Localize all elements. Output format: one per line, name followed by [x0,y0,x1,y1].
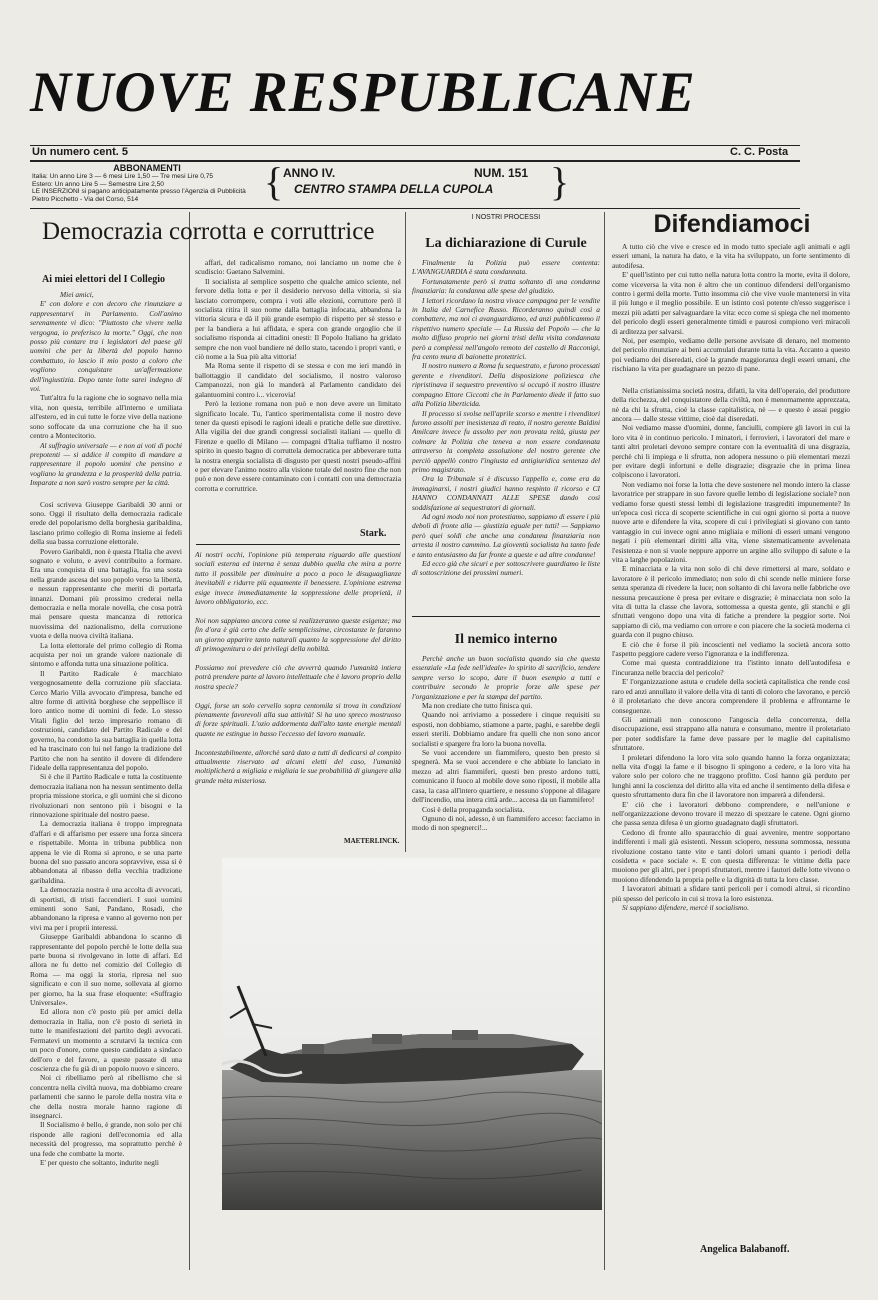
issue-number: NUM. 151 [474,166,529,180]
paragraph: Giuseppe Garibaldi abbandona lo scanno di rappresentante del popolo perchè le lotte della sua parte buona si rivolgevano in lotte di affari. Ed allora ne fu detto nel comizio del Collegio di Roma — ma oggi la storia, ripresa nel suo significato e con il suo nome, sollevata al giorno per giorno, ha la sua frase eloquente: «Suffragio Universale». [30,932,182,1008]
issue-year: ANNO IV. [283,166,336,180]
paragraph: Come mai questa contraddizione tra l'istinto innato dell'autodifesa e l'incuranza nelle braccia del pericolo? [612,658,850,677]
header-rule-bottom [30,208,800,209]
paragraph: Noi vediamo masse d'uomini, donne, fanciulli, compiere gli lavori in cui la loro vita è in continuo pericolo. I minatori, i ferrovieri, i lavoratori del mare e tanti altri proletari devono sempre contare con la eventualità di una disgrazia, perchè chi li impiega e li sfrutta, non adopera nessuno o più elementari mezzi per evitare degli infortuni e delle disgrazie; disgrazie che in prima linea colpiscono i lavoratori. [612,423,850,480]
article-title-nemico: Il nemico interno [454,632,558,647]
paragraph: Ed ecco già che sicuri e per sottoscrivere guardiamo le liste di sottoscrizione dei prossimi numeri. [412,559,600,578]
masthead-title: NUOVE RESPUBLICANE [30,61,696,124]
right-column-text [612,242,850,1242]
column-divider-2 [405,212,406,852]
paragraph: affari, del radicalismo romano, noi lanciamo un nome che è scudiscio: Gaetano Salvemini. [195,258,401,277]
section-kicker: I NOSTRI PROCESSI [471,214,541,221]
paragraph: Povero Garibaldi, non è questa l'Italia che avevi sognato e voluto, e avevi contribuito a formare. Era una conquista di una battaglia, fra una sosta nella grande ascesa del suo popolo verso la libertà, e nessun rappresentante che meriti di portarla innanzi. Domani più prossimo crederai nella democrazia e nella morale novella, che cosa potrà mai pensare questa mancanza di rettorica nuovissima del nazionalismo, della corruzione vuota e della nuova civiltà italiana. [30,546,182,641]
paragraph: Non vediamo noi forse la lotta che deve sostenere nel mondo intero la classe lavoratrice per strappare in suo favore quelle lembo di legislazione sociale? non vediamo forse questi stessi lembi di legislazione trasgrediti impunemente? In un'epoca così ricca di scoperte scientifiche in cui ogni giorno si porta a nuove nuove arte e difendere la vita, scopere di cui i privilegiati si giovano con tanto vantaggio in cui invece ogni anno migliaia e milioni di esseri umani vengono negati i più elementari diritti alla vita, viene sistematicamente avvelenata l'esistenza e non si vuole neppure apporre un argine allo sviluppo di salute e la vita a larghe popolazioni. [612,479,850,564]
postal-label: C. C. Posta [730,146,789,158]
paragraph: E' ciò che i lavoratori debbono comprendere, e nell'unione e nell'organizzazione devono trovare il mezzo di spezzare le catene. Ogni giorno che passa senza difesa è un giorno guadagnato dagli sfruttatori. [612,799,850,828]
paragraph: E' con dolore e con decoro che rinunziare a rappresentarvi in Parlamento. Coll'animo serenamente vi dico: "Piuttosto che vivere nella vergogna, io preferisco la morte." Oggi, che non posso più contare tra i legislatori del paese gli uomini che per la libertà del popolo hanno combattuto, io lascio il mio posto a coloro che vogliono conquistare un'affermazione dell'ingiustizia. Dopo tante lotte sarei indegno di voi. [30,299,182,394]
paragraph: E' per questo che soltanto, indurite negli [40,1157,159,1167]
paragraph: Ed allora non c'è posto più per amici della democrazia in Italia, non c'è posto di serietà in tutte le manifestazioni del partito degli avvocati. Fermatevi un momento a scrutarvi la tecnica con un poco d'onore, come questo candidato a sindaco dell'oro e del favore, a queste passate di una coscienza che fu già di un popolo nuovo e sincero. [30,1007,182,1073]
paragraph: Il Socialismo è bello, è grande, non solo per chi risponde alle ragioni dell'economia ed alla necessità del progresso, ma soprattutto perchè è una fede che combatte la morte. [30,1120,182,1158]
paragraph: Nella cristianissima società nostra, difatti, la vita dell'operaio, del produttore della ricchezza, del conquistatore della civiltà, non è menomamente apprezzata, nè da chi la sfrutta, cioè la classe capitalistica, nè — e questo è assai peggio ancora — dalle stesse vittime, cioè dai diseredati. [612,385,850,423]
nemico-text [412,654,600,850]
sinking-ship-photo [222,858,602,1210]
ship-illustration [222,858,602,1210]
closing-line: Si sappiano difendere, mercè il socialismo. [622,903,749,913]
paragraph: Il processo si svolse nell'aprile scorso e mentre i rivenditori furono assolti per inesistenza di reato, il nostro gerente Baldini Amilcare invece fu assolto per non provata reità, giusta per colmare la Polizia che teneva a non essere condannata attraverso la completa assoluzione del nostro gerente che perciò appellò contro l'ingiusta ed antigiuridica sentenza del primo magistrato. [412,408,600,474]
paragraph: Perchè anche un buon socialista quando sia che questa essenziale «La fede nell'ideale» lo spirito di sacrificio, tendere sempre verso lo scopo, dare il buon esempio a tutti e contribuire secondo le proprie forze alle spese per l'organizzazione e per la stampa del partito. [412,654,600,701]
paragraph: E minacciata e la vita non solo di chi deve rimettersi al mare, soldato e lavoratore è il pericolo immediato; non solo di chi scende nelle miniere forse senza speranza di rivedere la luce; non soltanto di chi lavora nelle fabbriche ove nessuna precauzione è presa per evitare e disgrazie; è minacciata non solo la vita di tutta la classe che lavora, sottomessa a questa gente, gli stanchi e gli sfruttati vengono dopo una vita di fatiche a prendere la peggior sorte. Noi sappiamo di ciò, ma vediamo con orrore e con piacere che la società moderna ci guarda con il pugno chiuso. [612,564,850,640]
header-rule-top [30,145,800,146]
paragraph: Ognuno di noi, adesso, è un fiammifero acceso: facciamo in modo di non spegnerci!... [412,813,600,833]
signature-stark: Stark. [360,528,387,539]
paragraph: La lotta elettorale del primo collegio di Roma acquista per noi un grande valore nazionale di sintomo e affonda tutta una situazione politica. [30,640,182,669]
paragraph: Cedono di fronte allo spauracchio di guai avvenire, mentre sopportano indifferenti i mali già esistenti. Nessun sciopero, nessuna sommossa, nessuna rivoluzione costano tante vite e tanti dolori umani quanto i periodi della cosidetta « pace sociale ». E con questa differenza: le vittime della pace muoiono per gli altri, per i propri sfruttatori, mentre i fautori delle lotte vivono o muoiono difendendo la propria pelle e la dignità di tutta la loro classe. [612,827,850,884]
paragraph: Però la lezione romana non può e non deve avere un limitato significato locale. Tu, l'antico sperimentalista come il nostro deve tener da questi episodi le ragioni ideali e pratiche delle sue direttive. Alla vigilia dei due grandi congressi socialisti italiani — quello di Firenze e quello di Milano — compagni d'Italia tuffiamo il nostro spirito in questo bagno di corruttela democratica per abbeverare tutta la nostra energia socialista di disgusto per questi nostri pseudo-affini e per elevare l'animo nostro alla visione totale del nostro fine che non può e non deve essere contaminato con i contatti con una democrazia corrotta e corruttrice. [195,399,401,493]
paragraph: La democrazia italiana è troppo impregnata d'affari e di affarismo per essere una forza sincera e rispettabile. Monta in tribuna pubblica non appena le vie di Roma si aprono, e se una parte buona del suo passato ancora sopravvive, essa si è abbandonata al ribasso della vecchia tradizione garibaldina. [30,819,182,885]
maeterlinck-quote: Ai nostri occhi, l'opinione più temperata riguardo alle questioni sociali esterna ed interna è senza dubbio quella che mira a porre tutto il possibile per diminuire a poco a poco le disuguaglianze inevitabili e ridurre più equamente il benessere. L'opinione estrema esige invece immediatamente la soppressione delle proprietà, il lavoro obbligatorio, ecc. Noi non sappiamo ancora come si realizzeranno queste esigenze; ma fin d'ora è già certo che delle semplicissime, circostanze le faranno un giorno apparire tanto naturali quanto la soppressione del diritto di primogenitura o dei privilegi della nobiltà. Possiamo noi prevedere ciò che avverrà quando l'umanità intiera potrà prendere parte al lavoro intellettuale che è lavoro proprio della nostra specie? Oggi, forse un solo cervello sopra centomila si trova in condizioni pienamente favorevoli alla sua attività! Si ha uno spreco mostruoso di forze spirituali. L'ozio addormenta dall'alto tante energie mentali quante ne estingue in basso l'eccesso del lavoro manuale. Incontestabilmente, allorchè sarà dato a tutti di dedicarsi al compito attualmente riservato ad alcuni eletti del caso, l'umanità moltiplicherà a migliaia e migliaia le sue probabilità di giungere alla grande mèta misteriosa. [195,550,401,785]
press-center: CENTRO STAMPA DELLA CUPOLA [294,182,494,196]
subscription-box [32,163,262,203]
paragraph: Fortunatamente però si tratta soltanto di una condanna finanziaria: la condanna alle spese del giudizio. [412,276,600,296]
paragraph: La democrazia nostra è una accolta di avvocati, di sportisti, di tristi faccendieri. I suoi uomini eminenti sono Sani, Pandano, Rosadi, che abbandonano la ripresa e vanno al governo non per vivi ma per i proprii interessi. [30,885,182,932]
subscription-rates: Italia: Un anno Lire 3 — 6 mesi Lire 1,50 — Tre mesi Lire 0,75 [32,173,214,180]
paragraph: Così scriveva Giuseppe Garibaldi 30 anni or sono. Oggi il risultato della democrazia radicale erede del popolarismo della borghesia garibaldina, lasciano primo collegio di Roma insieme ai fedeli della sua bassa corruzione elettorale. [30,499,182,547]
subscription-foreign-rates: Estero: Un anno Lire 5 — Semestre Lire 2,50 [32,180,164,188]
paragraph: Tutt'altra fu la ragione che io sognavo nella mia vita, non questa, terribile all'interno e umiliata all'estero, ed in cui tutte le forze vive della nazione sono soffocate da una corruzione che ha il suo centro a Montecitorio. [30,393,182,441]
middle-column-text [195,258,401,530]
paragraph: E' l'organizzazione astuta e crudele della società capitalistica che rende così raro ed anzi annullato il valore della vita di tanti di coloro che lavorano, e perciò è il proletariato che deve ancora comprendere il problema e affrontarne le conseguenze. [612,677,850,715]
paragraph: Noi ci ribelliamo però al ribellismo che si concentra nella civiltà nuova, ma dobbiamo creare parlamenti che sanno le parole della nostra vita e che della nostra morale hanno ragione di insegnarci. [30,1073,182,1120]
paragraph: Gli animali non conoscono l'angoscia della concorrenza, della disoccupazione, essi strappano alla natura e consumano, mentre il proletariato per poter soddisfare la fame deve passare per le maglie del capitalismo sfruttatore. [612,714,850,753]
greeting: Miei amici, [60,290,94,299]
article-title-curule: La dichiarazione di Curule [425,236,587,251]
paragraph: Ma non crediate che tutto finisca qui. [422,701,533,711]
paragraph: Al suffragio universale — e non ai voti di pochi prepotenti — si addice il compito di mandare a rappresentare il popolo uomini che pensino e vogliano la grandezza e la prosperità della patria. Imparate a non sarò vostro sempre per la città. [30,440,182,488]
paragraph: E' quell'istinto per cui tutto nella natura lotta contro la morte, evita il dolore, come viceversa la vita non è altro che un continuo difendersi dell'organismo contro i germi della morte. Tutto insomma ciò che vive vuole mantenersi in vita il più lungo e il meglio possibile. E un istinto così potente ch'esso suggerisce i mezzi più adatti per salvaguardare la vita: ecco come si spiega che nel momento del pericolo degli esseri generalmente timidi e paurosi compiono veri miracoli di arditezza per salvarsi. [612,270,850,336]
paragraph: E ciò che è forse il più incoscienti nel vediamo la società ancora sotto l'aspetto peggiore cadere verso l'ignoranza e la indifferenza. [612,639,850,659]
paragraph: A tutto ciò che vive e cresce ed in modo tutto speciale agli animali e agli esseri umani, la natura ha dato, e la vita ha sviluppato, un forte sentimento di autodifesa. [612,242,850,270]
paragraph: Se vuoi accendere un fiammifero, questo ben presto si spegnerà. Ma se vuoi accendere e che abbiate lo lanciato in mezzo ad altri fiammiferi, questi ben presto ardono tutti, comunicano il fuoco al mobile dove sono riposti, il mobile alla casa, la casa all'intero quartiere, e nessuno s'oppone al dilagare dell'incendio, una intera città arde... accesa da un fiammifero! [412,748,600,805]
paragraph: Ma Roma sente il rispetto di se stessa e con me ieri mandò in ballottaggio il candidato del socialismo, il nostro valoroso Campanozzi, non già lo manderà al Parlamento candidato dei galantuomini contro i... vicerovia! [195,361,401,399]
ads-note: LE INSERZIONI si pagano anticipatamente presso l'Agenzia di Pubblicità Pietro Picchetto - Via del Corso, 514 [32,188,246,203]
paragraph: Finalmente la Polizia può essere contenta: L'AVANGUARDIA è stata condannata. [412,258,600,277]
paragraph: Si è che il Partito Radicale e tutta la costituente democrazia italiana non ha nessun sentimento della propria missione storica, e gli uomini che si dicono rivoluzionari non sentono più i bisogni e la rinnovazione spirituale del nostro paese. [30,772,182,819]
signature-maeterlinck: MAETERLINCK. [344,837,400,845]
column-divider-1 [189,212,190,1270]
paragraph: Il socialista al semplice sospetto che qualche amico sciente, nel fervore della lotta e per il desiderio nervoso della vittoria, si sia lasciato corrompere, compra i voti alle elezioni, corruttore però il socialista ritira il suo nome dalla battaglia infocata, abbandona la vittoria sicura e dà il più grande esempio di rispetto per sè stesso e per la bandiera a lui affidata, e spera con grande orgoglio che il socialismo risponda ai cittadini onesti: Il Popolo Italiano ha gridato sempre che non vuol bandiere né dello stato, tacendo i propri vanti, e ciò nome a la Sua più alta vittoria! [195,276,401,362]
divider-curule [412,616,600,617]
paragraph: I lettori ricordano la nostra vivace campagna per le vendite in Italia del Carnefice Russo. Ricorderanno quindi così a combattere, ma noi ci avanguardiamo, ed anzi pubblicammo il rispettivo numero speciale — La Russia del Popolo — che la molto diffuso proprio nei giorni tristi della visita condannata però a complessi nell'angolo remoto del castello di Racconigi, fra cento mura di baionette protettrici. [412,295,600,362]
paragraph: Il nostro numero a Roma fu sequestrato, e furono processati gerente e rivenditori. Della disposizione poliziesca che ripristinava il sequestro preventivo si occupò il nostro illustre compagno Ettore Ciccotti che in Parlamento diede il fatto suo alla Polizia liberticida. [412,361,600,409]
price-label: Un numero cent. 5 [32,146,128,158]
left-column-text [30,290,182,1268]
article-subtitle-collegio: Ai miei elettori del I Collegio [42,274,166,285]
divider-middle [196,544,400,545]
brace-left: { [264,159,284,204]
paragraph: Noi, per esempio, vediamo delle persone avvisate di denaro, nel momento del pericolo rinunziare ai beni accumulati durante tutta la vita. Accanto a questo poi vediamo dei diseredati, cioè la grande maggioranza degli esseri umani, che rischiano la vita per guadagnare un pezzo di pane. [612,336,850,374]
article-title-democrazia: Democrazia corrotta e corruttrice [42,218,375,245]
issue-info [264,159,570,204]
column-divider-3 [604,212,605,1270]
paragraph: Ad ogni modo noi non protestiamo, sappiamo di essere i più deboli di fronte alla — giustizia eguale per tutti! — Sappiamo però quei soldi che anche una condanna finanziaria non arresta il nostro cammino. La gioventù socialista ha tanto fede e tanto entusiasmo da far fronte a queste e ad altre condanne! [412,511,600,559]
subscription-title: ABBONAMENTI [113,163,181,173]
paragraph: Quando noi arriviamo a possedere i cinque requisiti su esposti, non dobbiamo, stiamone a parte, paghi, e sarebbe degli esseri sterili. Dobbiamo andare fra quelli che non sono ancor socialisti e spargere fra loro la buona novella. [412,710,600,748]
article-title-difendiamoci: Difendiamoci [653,210,811,238]
signature-balabanoff: Angelica Balabanoff. [700,1244,790,1255]
paragraph: Ora la Tribunale si è discusso l'appello e, come era da immaginarsi, i nostri giudici hanno respinto il ricorso e CI HANNO CONDANNATI ALLE SPESE dando così soddisfazione ai sequestratori di giornali. [412,474,600,512]
brace-right: } [550,159,570,204]
paragraph: Il Partito Radicale è macchiato vergognosamente della corruzione più sfacciata. Cerco Mario Villa avvocato d'impresa, banche ed altre forme di attività borghese che seppellisce il loro antico nome di uomini di fede. Lo stesso Vitali figlio del terzo impresario romano di costruzioni, candidato del Partito Radicale e del governo, ha condotto la sua battaglia in quella lotta ed ha trascinato con lui nel fango la tradizione del Partito che non ha sentito il dovere di difendere l'ideale della rappresentanza del popolo. [30,668,182,772]
paragraph: I proletari difendono la loro vita solo quando hanno la forza organizzata; nella vita d'oggi la fame e il bisogno li spingono a cedere, e la loro vita ha valore solo per coloro che ne traggono profitto. Così hanno già perduto per lunghi anni la coscienza del diritto alla vita ed anche il sentimento della difesa e questo sfruttamento dura fin che il lavoratore non imparerà a difendersi. [612,752,850,800]
curule-text [412,258,600,608]
paragraph: I lavoratori abituati a sfidare tanti pericoli per i comodi altrui, si ricordino più spesso del pericolo in cui si trova la loro esistenza. [612,884,850,903]
paragraph: Così è della propaganda socialista. [422,804,525,814]
